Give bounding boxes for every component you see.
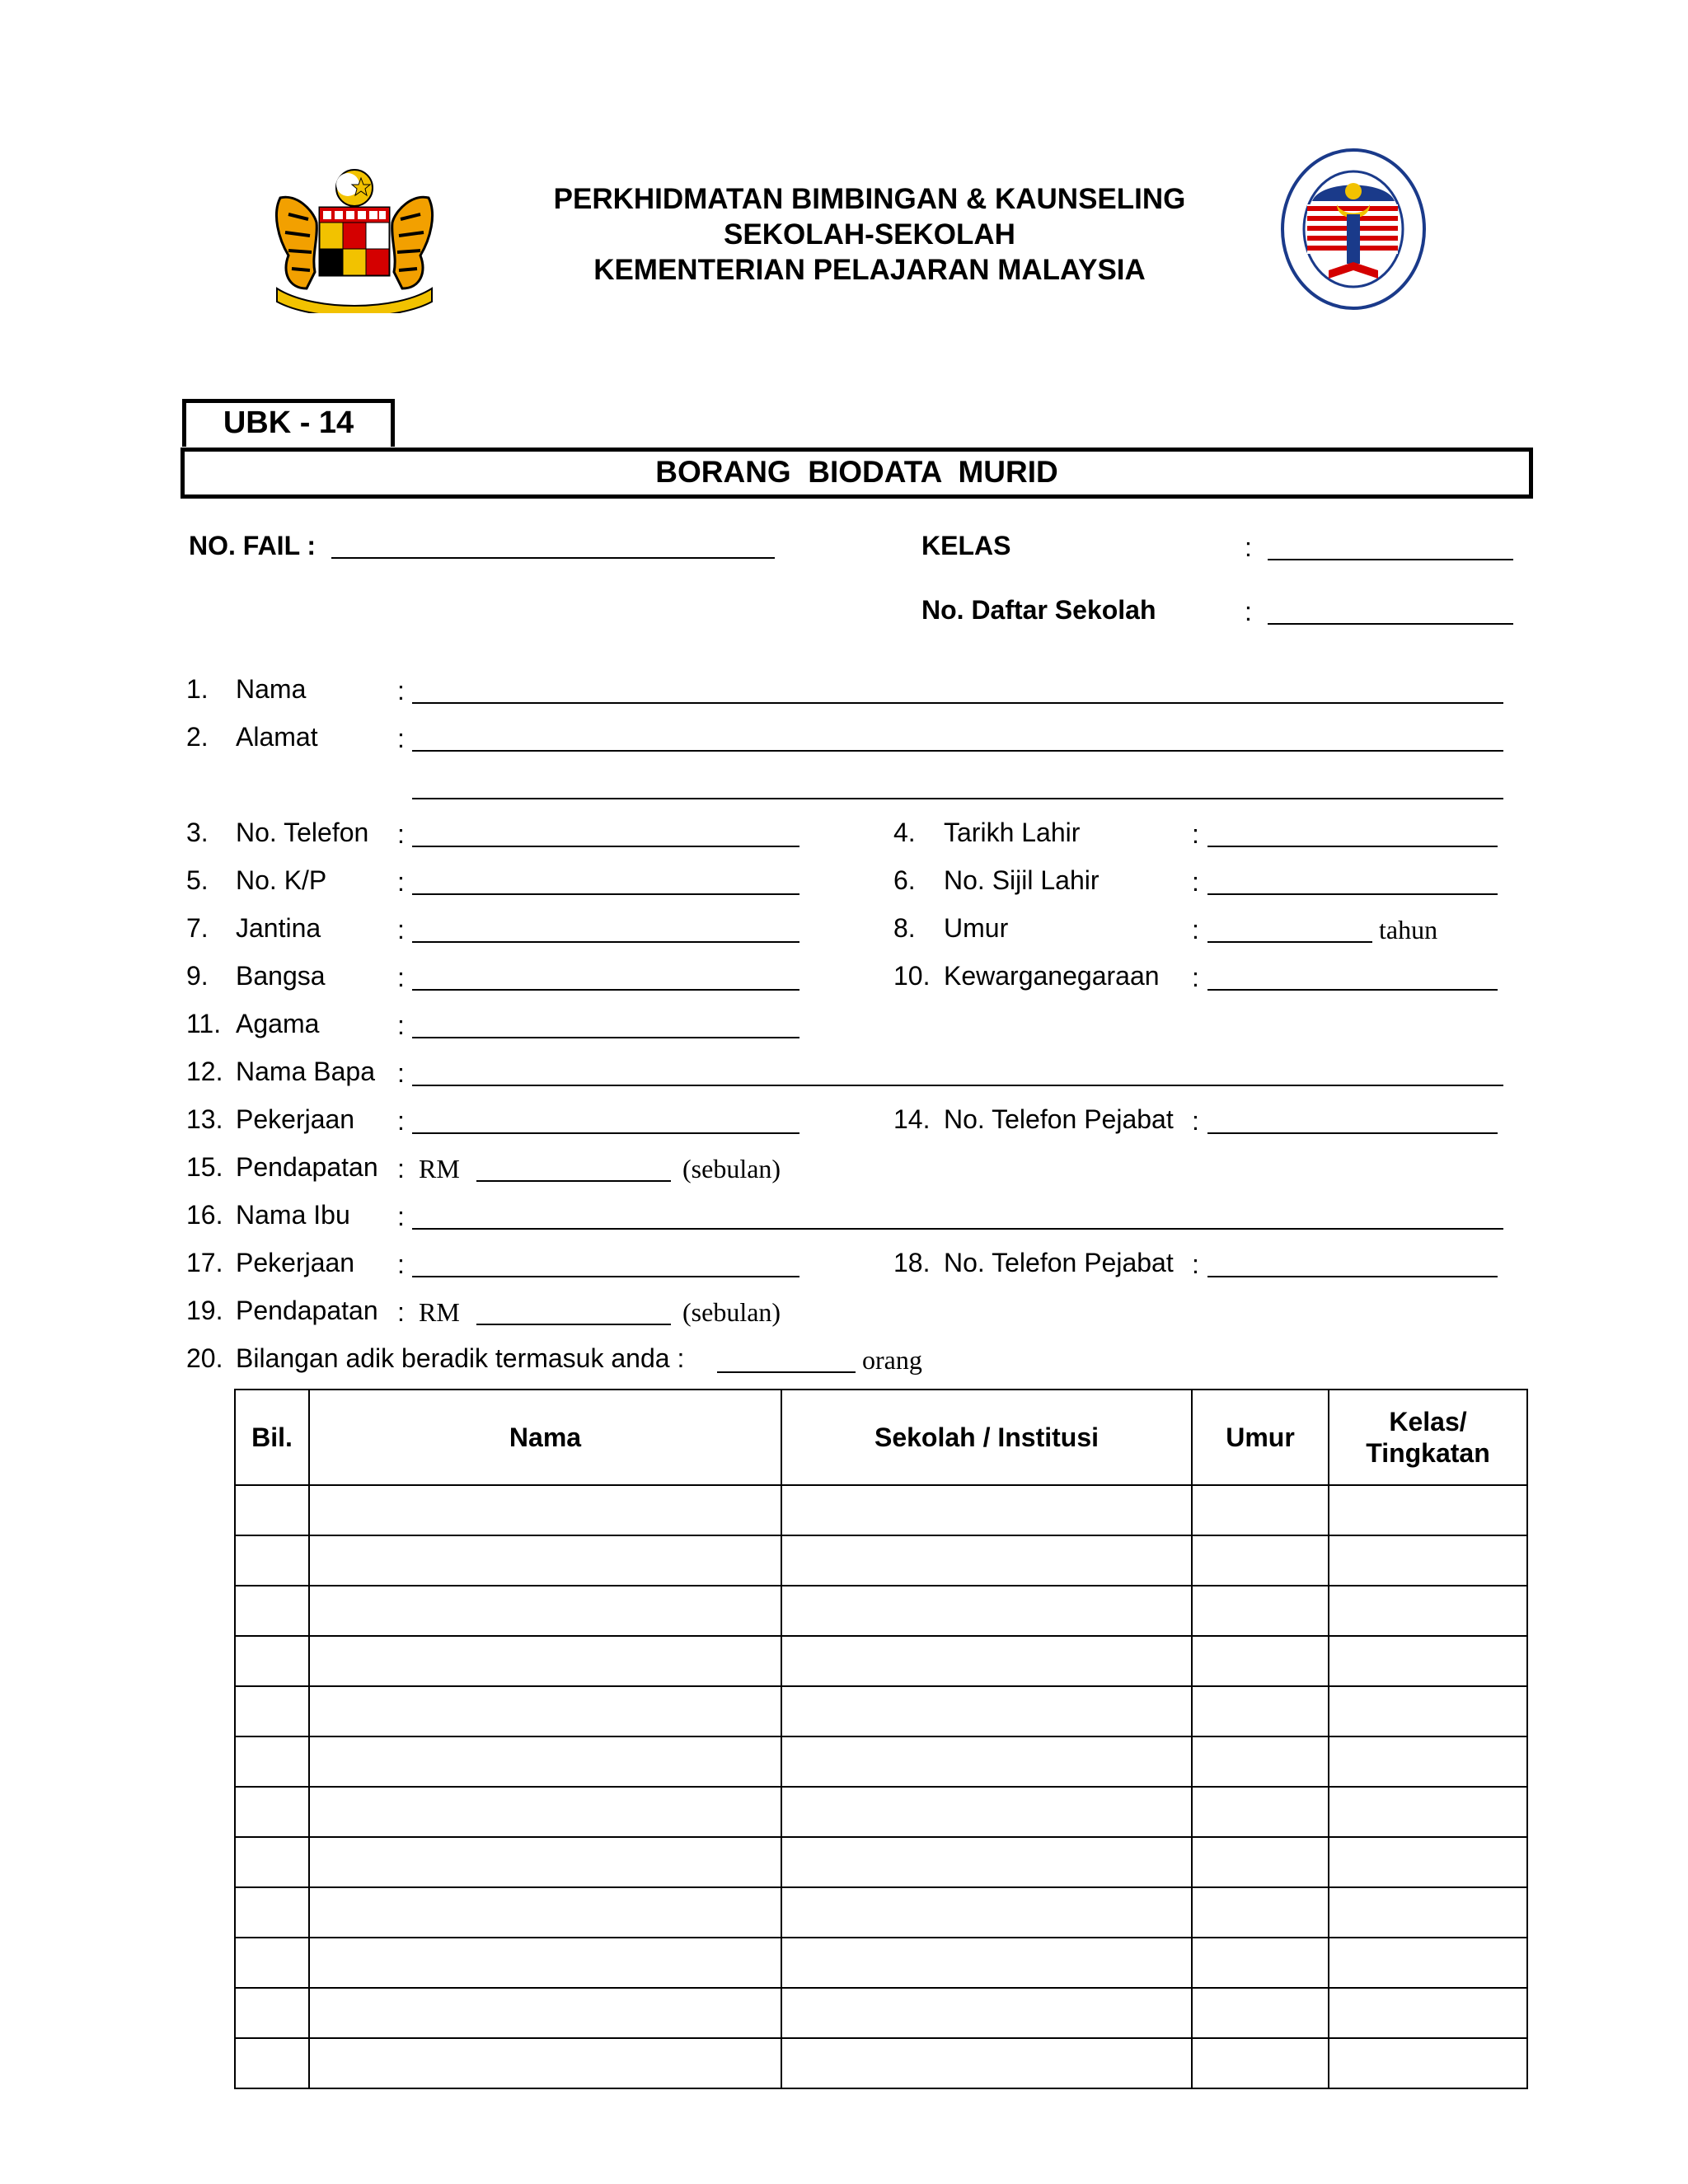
- pendapatan-bapa-suffix: (sebulan): [682, 1154, 781, 1183]
- table-cell[interactable]: [1192, 1485, 1329, 1535]
- table-cell[interactable]: [309, 1837, 781, 1887]
- table-cell[interactable]: [309, 2038, 781, 2088]
- table-cell[interactable]: [1329, 1636, 1527, 1686]
- bilangan-adik-label: Bilangan adik beradik termasuk anda :: [236, 1343, 685, 1373]
- nama-bapa-colon: :: [397, 1058, 405, 1088]
- sijil-lahir-field[interactable]: [1207, 893, 1498, 895]
- table-cell[interactable]: [1329, 1837, 1527, 1887]
- field-num: 10.: [893, 961, 931, 991]
- table-cell[interactable]: [1192, 1636, 1329, 1686]
- table-cell[interactable]: [781, 1736, 1192, 1787]
- no-fail-field[interactable]: [331, 557, 775, 559]
- table-cell[interactable]: [235, 1686, 309, 1736]
- field-num: 12.: [186, 1057, 223, 1086]
- jantina-colon: :: [397, 915, 405, 944]
- form-title: BORANG BIODATA MURID: [655, 455, 1058, 489]
- nama-bapa-label: Nama Bapa: [236, 1057, 375, 1086]
- pendapatan-ibu-prefix: RM: [419, 1297, 460, 1327]
- table-row: [235, 1586, 1527, 1636]
- field-num: 17.: [186, 1248, 223, 1277]
- table-cell[interactable]: [1192, 1938, 1329, 1988]
- table-cell[interactable]: [235, 1837, 309, 1887]
- table-row: [235, 1485, 1527, 1535]
- agama-label: Agama: [236, 1009, 320, 1038]
- field-num: 5.: [186, 865, 209, 895]
- table-cell[interactable]: [1192, 1837, 1329, 1887]
- no-daftar-colon: :: [1245, 597, 1252, 626]
- table-cell[interactable]: [1192, 1736, 1329, 1787]
- telefon-pejabat-ibu-field[interactable]: [1207, 1276, 1498, 1277]
- table-cell[interactable]: [309, 1988, 781, 2038]
- table-cell[interactable]: [781, 1535, 1192, 1586]
- no-kp-label: No. K/P: [236, 865, 327, 895]
- no-telefon-label: No. Telefon: [236, 818, 369, 847]
- siblings-table: [234, 1389, 1528, 2089]
- pekerjaan-ibu-colon: :: [397, 1249, 405, 1279]
- table-row: [235, 1736, 1527, 1787]
- alamat-field-line-2[interactable]: [412, 798, 1503, 799]
- tarikh-lahir-label: Tarikh Lahir: [944, 818, 1081, 847]
- table-cell[interactable]: [309, 1887, 781, 1938]
- nama-ibu-label: Nama Ibu: [236, 1200, 350, 1230]
- kewarganegaraan-field[interactable]: [1207, 989, 1498, 991]
- table-cell[interactable]: [309, 1636, 781, 1686]
- field-num: 8.: [893, 913, 916, 943]
- table-cell[interactable]: [1192, 1787, 1329, 1837]
- field-num: 6.: [893, 865, 916, 895]
- pendapatan-bapa-field[interactable]: [476, 1180, 671, 1182]
- nama-ibu-colon: :: [397, 1202, 405, 1231]
- field-num: 11.: [186, 1009, 222, 1038]
- table-cell[interactable]: [309, 1586, 781, 1636]
- table-row: [235, 1837, 1527, 1887]
- table-cell[interactable]: [309, 1686, 781, 1736]
- table-cell[interactable]: [1192, 2038, 1329, 2088]
- table-cell[interactable]: [781, 1887, 1192, 1938]
- telefon-pejabat-bapa-field[interactable]: [1207, 1132, 1498, 1134]
- umur-suffix: tahun: [1379, 915, 1438, 944]
- nama-colon: :: [397, 676, 405, 705]
- table-cell[interactable]: [1329, 1485, 1527, 1535]
- header-line-2: SEKOLAH-SEKOLAH: [724, 218, 1015, 251]
- table-row: [235, 1535, 1527, 1586]
- no-kp-field[interactable]: [412, 893, 799, 895]
- table-cell[interactable]: [1329, 1535, 1527, 1586]
- bilangan-adik-suffix: orang: [862, 1345, 922, 1375]
- telefon-pejabat-ibu-colon: :: [1192, 1249, 1199, 1279]
- pekerjaan-bapa-label: Pekerjaan: [236, 1104, 355, 1134]
- table-cell[interactable]: [1192, 1988, 1329, 2038]
- field-num: 16.: [186, 1200, 223, 1230]
- telefon-pejabat-bapa-colon: :: [1192, 1106, 1199, 1136]
- alamat-colon: :: [397, 724, 405, 753]
- column-header-bil: Bil.: [235, 1390, 309, 1485]
- table-cell[interactable]: [235, 1636, 309, 1686]
- kelas-label: KELAS: [921, 531, 1011, 560]
- column-header-kelas: Kelas/ Tingkatan: [1329, 1390, 1527, 1485]
- table-cell[interactable]: [235, 2038, 309, 2088]
- pendapatan-ibu-field[interactable]: [476, 1324, 671, 1325]
- alamat-label: Alamat: [236, 722, 318, 752]
- sijil-lahir-label: No. Sijil Lahir: [944, 865, 1100, 895]
- table-cell[interactable]: [235, 1887, 309, 1938]
- table-cell[interactable]: [781, 2038, 1192, 2088]
- no-fail-label: NO. FAIL :: [189, 531, 316, 560]
- no-telefon-field[interactable]: [412, 846, 799, 847]
- table-cell[interactable]: [1192, 1686, 1329, 1736]
- ministry-logo-icon: [1279, 147, 1428, 312]
- field-num: 19.: [186, 1296, 223, 1325]
- table-row: [235, 1636, 1527, 1686]
- agama-field[interactable]: [412, 1037, 799, 1038]
- alamat-field-line-1[interactable]: [412, 750, 1503, 752]
- pekerjaan-ibu-field[interactable]: [412, 1276, 799, 1277]
- field-num: 9.: [186, 961, 209, 991]
- nama-ibu-field[interactable]: [412, 1228, 1503, 1230]
- bangsa-field[interactable]: [412, 989, 799, 991]
- table-cell[interactable]: [781, 1988, 1192, 2038]
- no-telefon-colon: :: [397, 819, 405, 849]
- table-cell[interactable]: [309, 1736, 781, 1787]
- header-line-1: PERKHIDMATAN BIMBINGAN & KAUNSELING: [553, 183, 1186, 215]
- table-cell[interactable]: [309, 1485, 781, 1535]
- nama-label: Nama: [236, 674, 307, 704]
- field-num: 7.: [186, 913, 209, 943]
- field-num: 13.: [186, 1104, 223, 1134]
- table-cell[interactable]: [1192, 1535, 1329, 1586]
- pendapatan-ibu-label: Pendapatan: [236, 1296, 378, 1325]
- malaysia-crest-icon: [264, 165, 445, 313]
- table-cell[interactable]: [309, 1787, 781, 1837]
- umur-field[interactable]: [1207, 941, 1372, 943]
- table-cell[interactable]: [1329, 2038, 1527, 2088]
- table-cell[interactable]: [1329, 1586, 1527, 1636]
- umur-label: Umur: [944, 913, 1009, 943]
- no-kp-colon: :: [397, 867, 405, 897]
- agama-colon: :: [397, 1010, 405, 1040]
- table-cell[interactable]: [781, 1636, 1192, 1686]
- telefon-pejabat-bapa-label: No. Telefon Pejabat: [944, 1104, 1174, 1134]
- table-cell[interactable]: [1329, 1686, 1527, 1736]
- tarikh-lahir-colon: :: [1192, 819, 1199, 849]
- column-header-nama: Nama: [309, 1390, 781, 1485]
- header-line-3: KEMENTERIAN PELAJARAN MALAYSIA: [593, 254, 1146, 286]
- bangsa-colon: :: [397, 963, 405, 992]
- table-cell[interactable]: [235, 1535, 309, 1586]
- field-num: 4.: [893, 818, 916, 847]
- table-cell[interactable]: [235, 1938, 309, 1988]
- field-num: 2.: [186, 722, 209, 752]
- jantina-label: Jantina: [236, 913, 321, 943]
- telefon-pejabat-ibu-label: No. Telefon Pejabat: [944, 1248, 1174, 1277]
- pendapatan-ibu-suffix: (sebulan): [682, 1297, 781, 1327]
- tarikh-lahir-field[interactable]: [1207, 846, 1498, 847]
- kewarganegaraan-colon: :: [1192, 963, 1199, 992]
- table-cell[interactable]: [781, 1485, 1192, 1535]
- table-cell[interactable]: [235, 1787, 309, 1837]
- table-row: [235, 1887, 1527, 1938]
- umur-colon: :: [1192, 915, 1199, 944]
- field-num: 20.: [186, 1343, 223, 1373]
- table-cell[interactable]: [235, 1988, 309, 2038]
- pendapatan-ibu-colon: :: [397, 1297, 405, 1327]
- table-cell[interactable]: [1329, 1988, 1527, 2038]
- field-num: 1.: [186, 674, 209, 704]
- kewarganegaraan-label: Kewarganegaraan: [944, 961, 1160, 991]
- table-cell[interactable]: [1329, 1887, 1527, 1938]
- jantina-field[interactable]: [412, 941, 799, 943]
- pendapatan-bapa-prefix: RM: [419, 1154, 460, 1183]
- table-cell[interactable]: [1329, 1938, 1527, 1988]
- table-cell[interactable]: [1192, 1887, 1329, 1938]
- pekerjaan-bapa-colon: :: [397, 1106, 405, 1136]
- field-num: 18.: [893, 1248, 931, 1277]
- pendapatan-bapa-label: Pendapatan: [236, 1152, 378, 1182]
- sijil-lahir-colon: :: [1192, 867, 1199, 897]
- pekerjaan-bapa-field[interactable]: [412, 1132, 799, 1134]
- pendapatan-bapa-colon: :: [397, 1154, 405, 1183]
- table-cell[interactable]: [1192, 1586, 1329, 1636]
- field-num: 15.: [186, 1152, 223, 1182]
- table-row: [235, 2038, 1527, 2088]
- kelas-field[interactable]: [1268, 559, 1513, 560]
- pekerjaan-ibu-label: Pekerjaan: [236, 1248, 355, 1277]
- table-row: [235, 1787, 1527, 1837]
- column-header-umur: Umur: [1192, 1390, 1329, 1485]
- table-cell[interactable]: [235, 1485, 309, 1535]
- nama-field[interactable]: [412, 702, 1503, 704]
- table-cell[interactable]: [781, 1686, 1192, 1736]
- field-num: 3.: [186, 818, 209, 847]
- bangsa-label: Bangsa: [236, 961, 326, 991]
- table-cell[interactable]: [235, 1736, 309, 1787]
- nama-bapa-field[interactable]: [412, 1085, 1503, 1086]
- table-cell[interactable]: [781, 1938, 1192, 1988]
- table-cell[interactable]: [309, 1938, 781, 1988]
- kelas-colon: :: [1245, 532, 1252, 562]
- no-daftar-label: No. Daftar Sekolah: [921, 595, 1156, 625]
- no-daftar-field[interactable]: [1268, 623, 1513, 625]
- table-cell[interactable]: [1329, 1736, 1527, 1787]
- table-header-row: [235, 1390, 1527, 1485]
- column-header-sekolah: Sekolah / Institusi: [781, 1390, 1192, 1485]
- table-cell[interactable]: [781, 1787, 1192, 1837]
- form-code: UBK - 14: [223, 405, 354, 440]
- table-cell[interactable]: [781, 1586, 1192, 1636]
- table-cell[interactable]: [309, 1535, 781, 1586]
- table-row: [235, 1686, 1527, 1736]
- field-num: 14.: [893, 1104, 931, 1134]
- table-cell[interactable]: [235, 1586, 309, 1636]
- table-cell[interactable]: [781, 1837, 1192, 1887]
- table-row: [235, 1938, 1527, 1988]
- bilangan-adik-field[interactable]: [717, 1371, 856, 1373]
- table-cell[interactable]: [1329, 1787, 1527, 1837]
- table-row: [235, 1988, 1527, 2038]
